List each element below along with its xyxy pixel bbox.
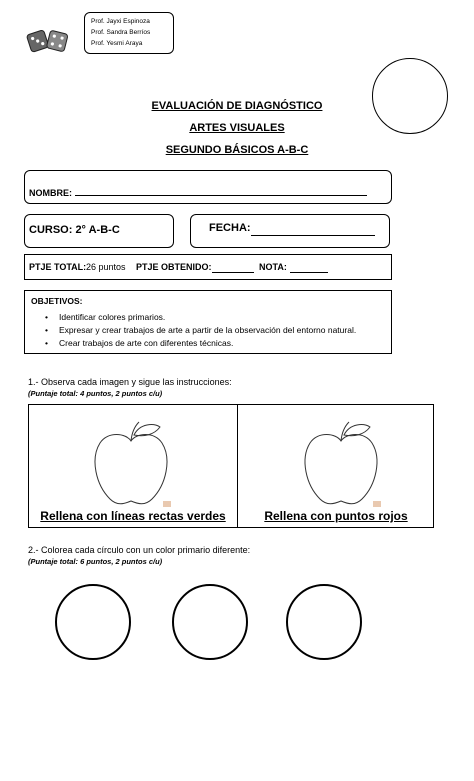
color-circle-3[interactable] [286,584,362,660]
grade-label: NOTA: [259,262,287,272]
total-value: 26 puntos [86,262,126,272]
course-label: CURSO: 2° A-B-C [29,224,120,236]
question-2-text: 2.- Colorea cada círculo con un color primario diferente: [28,545,251,555]
page-title: EVALUACIÓN DE DIAGNÓSTICO [151,100,323,112]
teacher-name: Prof. Yesmi Araya [91,40,143,47]
watermark-stamp [373,501,381,507]
apple-icon[interactable] [86,419,176,509]
list-item: • Identificar colores primarios. [45,311,356,324]
total-label: PTJE TOTAL: [29,262,87,272]
teacher-name: Prof. Jayxi Espinoza [91,18,150,25]
color-circle-2[interactable] [172,584,248,660]
grade-line[interactable] [290,272,328,273]
subject-title: ARTES VISUALES [189,122,285,134]
date-label: FECHA: [209,222,251,234]
name-field[interactable] [24,170,392,204]
name-label: NOMBRE: [29,188,72,198]
list-item: • Crear trabajos de arte con diferentes técnicas. [45,337,356,350]
right-caption: Rellena con puntos rojos [264,509,408,523]
course-box [24,214,174,248]
name-line[interactable] [75,195,367,196]
score-box [24,254,392,280]
apples-panel [28,404,434,528]
left-caption: Rellena con líneas rectas verdes [40,509,226,523]
teacher-name: Prof. Sandra Berríos [91,29,151,36]
date-field[interactable] [190,214,390,248]
objectives-box [24,290,392,354]
question-1-points: (Puntaje total: 4 puntos, 2 puntos c/u) [28,389,163,398]
obtained-label: PTJE OBTENIDO: [136,262,212,272]
dice-icon [26,26,70,56]
grade-title: SEGUNDO BÁSICOS A-B-C [165,144,309,156]
question-1-text: 1.- Observa cada imagen y sigue las instrucciones: [28,377,232,387]
teachers-box [84,12,174,54]
objectives-list [45,311,356,350]
list-item: • Expresar y crear trabajos de arte a partir de la observación del entorno natural. [45,324,356,337]
watermark-stamp [163,501,171,507]
apple-icon[interactable] [296,419,386,509]
objectives-title: OBJETIVOS: [31,296,83,306]
date-line[interactable] [251,235,375,236]
question-2-points: (Puntaje total: 6 puntos, 2 puntos c/u) [28,557,163,566]
obtained-line[interactable] [212,272,254,273]
color-circle-1[interactable] [55,584,131,660]
